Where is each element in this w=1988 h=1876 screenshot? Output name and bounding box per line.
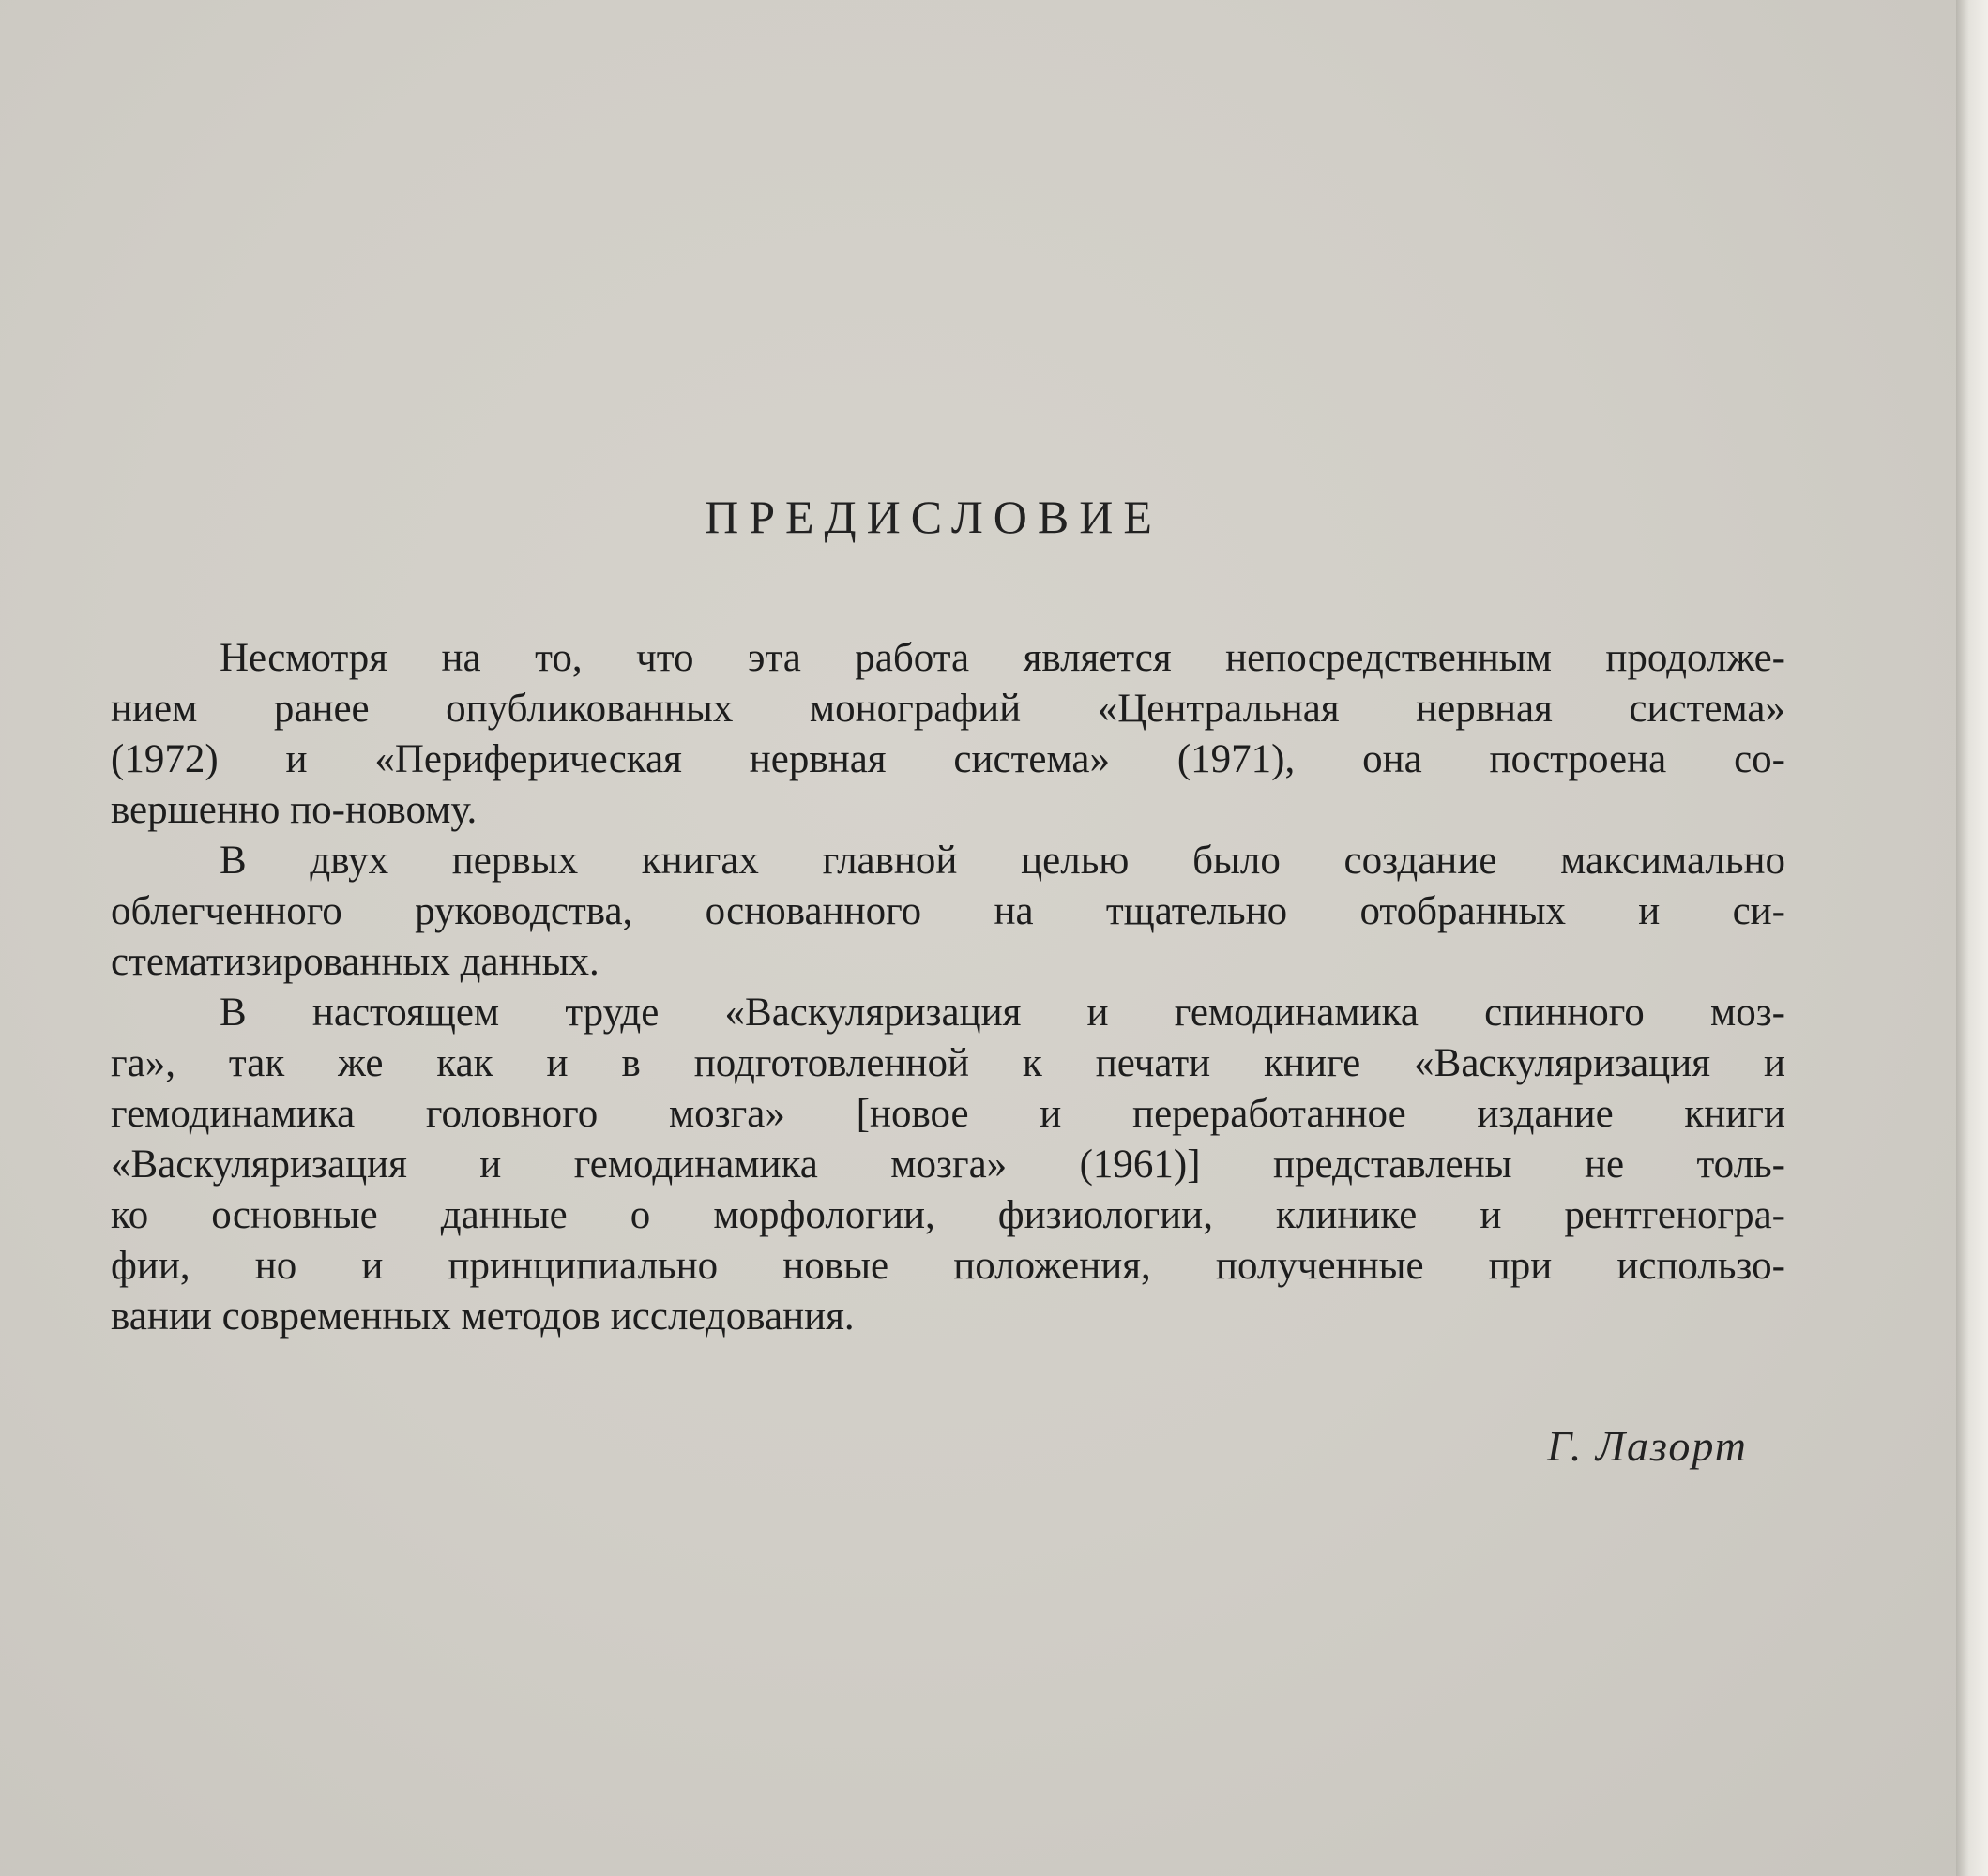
- text-line: ко основные данные о морфологии, физиологии, клинике и рентгеногра-: [111, 1193, 1785, 1237]
- preface-text: [111, 633, 1785, 1342]
- paragraph: [111, 988, 1785, 1342]
- text-line: га», так же как и в подготовленной к печати книге «Васкуляризация и: [111, 1041, 1785, 1085]
- text-line: нием ранее опубликованных монографий «Центральная нервная система»: [111, 687, 1785, 731]
- text-line: фии, но и принципиально новые положения, полученные при использо-: [111, 1244, 1785, 1288]
- text-line: вершенно по-новому.: [111, 788, 478, 832]
- text-line: гемодинамика головного мозга» [новое и переработанное издание книги: [111, 1092, 1785, 1136]
- text-line: В настоящем труде «Васкуляризация и гемодинамика спинного моз-: [220, 991, 1785, 1035]
- page-edge: [1956, 0, 1988, 1876]
- text-line: В двух первых книгах главной целью было создание максимально: [220, 839, 1785, 883]
- author-signature: Г. Лазорт: [1547, 1422, 1748, 1470]
- page-title: ПРЕДИСЛОВИЕ: [705, 491, 1162, 543]
- text-line: облегченного руководства, основанного на тщательно отобранных и си-: [111, 889, 1785, 933]
- text-line: «Васкуляризация и гемодинамика мозга» (1961)] представлены не толь-: [111, 1142, 1785, 1187]
- text-line: вании современных методов исследования.: [111, 1294, 855, 1339]
- paragraph: [111, 633, 1785, 836]
- text-line: (1972) и «Периферическая нервная система» (1971), она построена со-: [111, 737, 1785, 781]
- text-line: стематизированных данных.: [111, 940, 599, 984]
- paragraph: [111, 836, 1785, 988]
- text-line: Несмотря на то, что эта работа является непосредственным продолже-: [220, 636, 1785, 680]
